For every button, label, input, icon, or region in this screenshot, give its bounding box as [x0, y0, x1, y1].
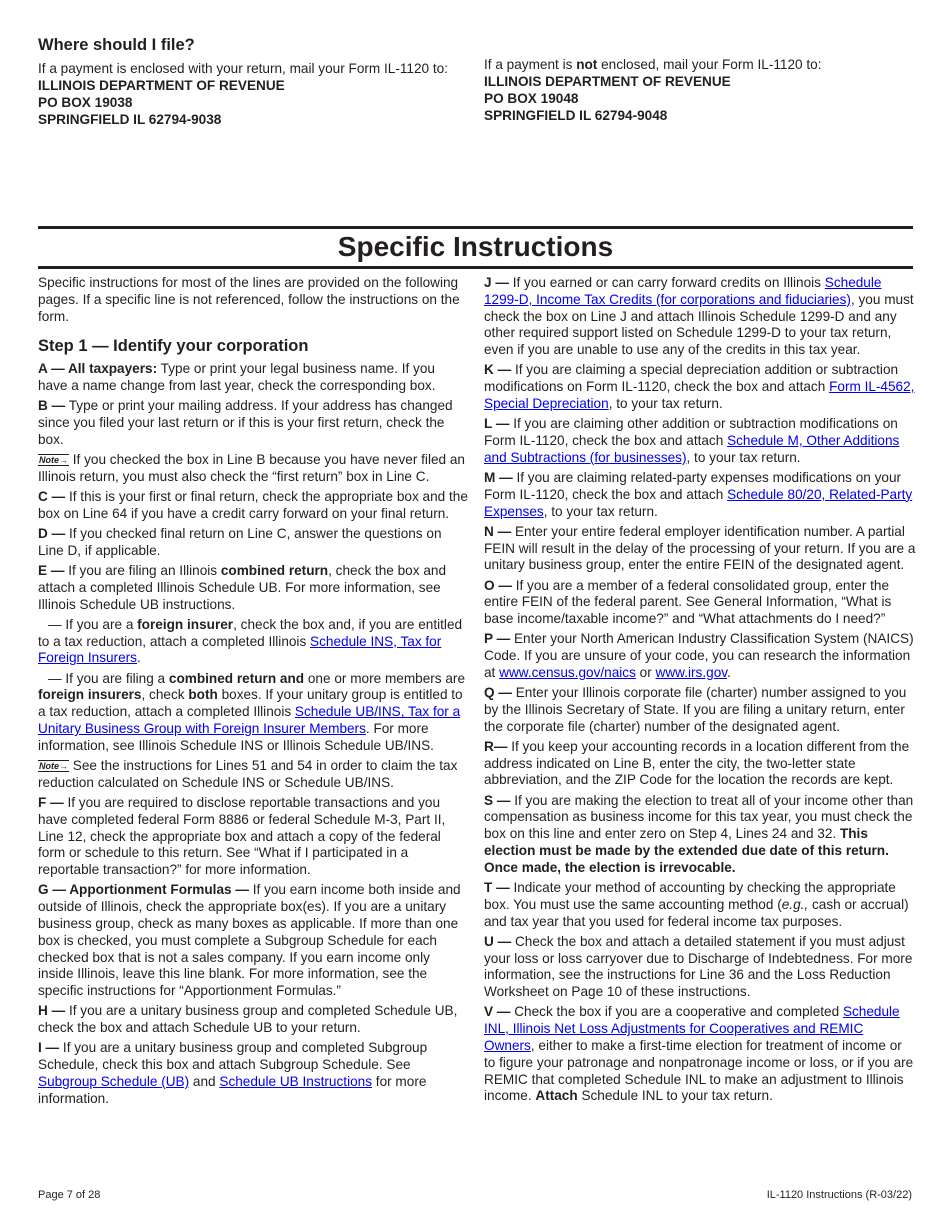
line-l-instruction: L — If you are claiming other addition or subtraction modifications on Form IL-1120, check the box and attach Schedule M, Other Additions and Subtractions (for businesses), to your tax return.	[484, 416, 900, 465]
line-b-instruction: B — Type or print your mailing address. If your address has changed since you filed your last return or if this is your first return, check the box.	[38, 398, 453, 447]
schedule-80-20-link[interactable]: Schedule 80/20, Related-Party Expenses	[484, 486, 913, 519]
line-t-instruction: T — Indicate your method of accounting by checking the appropriate box. You must use the same accounting method (e.g., cash or accrual) and tax year that you used for federal income tax purposes.	[484, 880, 909, 929]
schedule-1299d-link[interactable]: Schedule 1299-D, Income Tax Credits (for corporations and fiduciaries)	[484, 275, 882, 307]
line-j-instruction: J — If you earned or can carry forward credits on Illinois Schedule 1299-D, Income Tax Credits (for corporations and fiduciaries), you must check the box on Line J and attach Illinois Schedule 1299-D and any other required support listed on Schedule 1299-D to your tax return, even if you are unable to use any of the credits in this tax year.	[484, 275, 914, 358]
address-line: PO BOX 19038	[38, 95, 133, 110]
line-d-instruction: D — If you checked final return on Line C, answer the questions on Line D, if applicable.	[38, 526, 442, 558]
census-naics-link[interactable]: www.census.gov/naics	[499, 664, 636, 680]
form-revision: IL-1120 Instructions (R-03/22)	[766, 1189, 912, 1201]
schedule-inl-link[interactable]: Schedule INL, Illinois Net Loss Adjustments for Cooperatives and REMIC Owners	[484, 1004, 900, 1053]
line-q-instruction: Q — Enter your Illinois corporate file (charter) number assigned to you by the Illinois Secretary of State. If you are filing a unitary return, enter the corporate file (charter) number of the designated agent.	[484, 685, 907, 734]
mail-with-payment	[38, 60, 478, 128]
line-o-instruction: O — If you are a member of a federal consolidated group, enter the entire FEIN of the federal parent. See General Information, “What is base income/taxable income?” and “What attachments do I need?”	[484, 577, 892, 627]
step1-heading: Step 1 — Identify your corporation	[38, 337, 309, 356]
right-column	[484, 275, 916, 1109]
page-number: Page 7 of 28	[38, 1189, 101, 1201]
line-s-instruction: S — If you are making the election to treat all of your income other than compensation as business income for this tax year, you must check the box on this line and enter zero on Step 4, Lines 24 and 32. This election must be made by the extended due date of this return. Once made, the election is irrevocable.	[484, 792, 914, 875]
line-e-foreign-insurer: — If you are a foreign insurer, check the box and, if you are entitled to a tax reduction, attach a completed Illinois Schedule INS, Tax for Foreign Insurers.	[38, 616, 463, 666]
line-a-instruction: A — All taxpayers: Type or print your legal business name. If you have a name change from last year, check the corresponding box.	[38, 361, 436, 394]
address-line: ILLINOIS DEPARTMENT OF REVENUE	[38, 78, 285, 93]
intro-paragraph: Specific instructions for most of the lines are provided on the following pages. If a specific line is not referenced, follow the instructions on the form.	[38, 275, 460, 324]
section-title: Specific Instructions	[337, 231, 614, 262]
line-m-instruction: M — If you are claiming related-party expenses modifications on your Form IL-1120, check the box and attach Schedule 80/20, Related-Party Expenses, to your tax return.	[484, 469, 913, 519]
irs-gov-link[interactable]: www.irs.gov	[655, 664, 728, 680]
address-line: ILLINOIS DEPARTMENT OF REVENUE	[484, 74, 731, 89]
note-icon: Note→	[39, 455, 68, 466]
line-c-instruction: C — If this is your first or final return, check the appropriate box and the box on Line 64 if you have a credit carry forward on your final return.	[38, 489, 468, 521]
address-line: SPRINGFIELD IL 62794-9048	[484, 108, 668, 123]
note-icon: Note→	[39, 761, 68, 772]
line-g-instruction: G — Apportionment Formulas — If you earn income both inside and outside of Illinois, check the appropriate box(es). If you are a unitary business group, check as many boxes as applicable. If more than one box is checked, you must complete a Subgroup Schedule for each checked box that is not a sales company. If you earn income only inside Illinois, leave this line blank. For more information, see the specific instructions for “Apportionment Formulas.”	[38, 882, 461, 999]
note-first-return: Note→ If you checked the box in Line B because you have never filed an Illinois return, you must also check the “first return” box in Line C.	[38, 452, 465, 484]
line-i-instruction: I — If you are a unitary business group and completed Subgroup Schedule, check this box and attach Subgroup Schedule. See Subgroup Schedule (UB) and Schedule UB Instructions for more information.	[38, 1040, 428, 1106]
mail-without-payment	[484, 56, 924, 124]
line-k-instruction: K — If you are claiming a special depreciation addition or subtraction modifications on Form IL-1120, check the box and attach Form IL-4562, Special Depreciation, to your tax return.	[484, 362, 915, 411]
schedule-ub-ins-link[interactable]: Schedule UB/INS, Tax for a Unitary Business Group with Foreign Insurer Members	[38, 704, 461, 737]
mail-without-payment-intro: If a payment is not enclosed, mail your Form IL-1120 to:	[484, 57, 822, 72]
schedule-m-link[interactable]: Schedule M, Other Additions and Subtractions (for businesses)	[484, 432, 900, 465]
schedule-ub-instructions-link[interactable]: Schedule UB Instructions	[219, 1073, 373, 1089]
section-rule-top	[38, 226, 913, 229]
line-p-instruction: P — Enter your North American Industry Classification System (NAICS) Code. If you are unsure of your code, you can research the information at www.census.gov/naics or www.irs.gov.	[484, 631, 914, 680]
schedule-ins-link[interactable]: Schedule INS, Tax for Foreign Insurers	[38, 633, 442, 666]
address-line: PO BOX 19048	[484, 91, 579, 106]
line-r-instruction: R— If you keep your accounting records in a location different from the address indicated on Line B, enter the city, the two-letter state abbreviation, and the ZIP Code for the location the records are kept.	[484, 738, 910, 788]
note-tax-reduction: Note→ See the instructions for Lines 51 and 54 in order to claim the tax reduction calculated on Schedule INS or Schedule UB/INS.	[38, 758, 458, 790]
form-il4562-link[interactable]: Form IL-4562, Special Depreciation	[484, 379, 915, 411]
line-h-instruction: H — If you are a unitary business group and completed Schedule UB, check the box and attach Schedule UB to your return.	[38, 1003, 458, 1036]
subgroup-schedule-link[interactable]: Subgroup Schedule (UB)	[38, 1073, 190, 1089]
line-v-instruction: V — Check the box if you are a cooperative and completed Schedule INL, Illinois Net Loss Adjustments for Cooperatives and REMIC Owners, either to make a first-time election for treatment of income or to figure your patronage and nonpatronage income or loss, or if you are REMIC that completed Schedule INL to make an adjustment to Illinois income. Attach Schedule INL to your tax return.	[484, 1004, 914, 1104]
line-u-instruction: U — Check the box and attach a detailed statement if you must adjust your loss or loss carryover due to Discharge of Indebtedness. For more information, see the instructions for Line 36 and the Loss Reduction Worksheet on Page 10 of these instructions.	[484, 933, 913, 1000]
address-line: SPRINGFIELD IL 62794-9038	[38, 112, 222, 127]
line-n-instruction: N — Enter your entire federal employer identification number. A partial FEIN will result in the delay of the processing of your return. If you are a unitary business group, enter the entire FEIN of the designated agent.	[484, 523, 916, 573]
line-f-instruction: F — If you are required to disclose reportable transactions and you have completed federal Form 8886 or federal Schedule M-3, Part II, Line 12, check the appropriate box and attach a copy of the federal form or schedule to this return. See “What if I participated in a reportable transaction?” for more information.	[38, 795, 446, 878]
mail-with-payment-intro: If a payment is enclosed with your return, mail your Form IL-1120 to:	[38, 61, 449, 76]
left-column	[38, 275, 468, 1111]
line-e-instruction: E — If you are filing an Illinois combined return, check the box and attach a completed Illinois Schedule UB. For more information, see Illinois Schedule UB instructions.	[38, 563, 446, 612]
line-e-combined-foreign: — If you are filing a combined return and one or more members are foreign insurers, check both boxes. If your unitary group is entitled to a tax reduction, attach a completed Illinois Schedule UB/INS, Tax for a Unitary Business Group with Foreign Insurer Members. For more information, see Illinois Schedule INS or Illinois Schedule UB/INS.	[38, 670, 466, 753]
section-rule-bottom	[38, 266, 913, 269]
where-to-file-heading: Where should I file?	[38, 36, 195, 54]
